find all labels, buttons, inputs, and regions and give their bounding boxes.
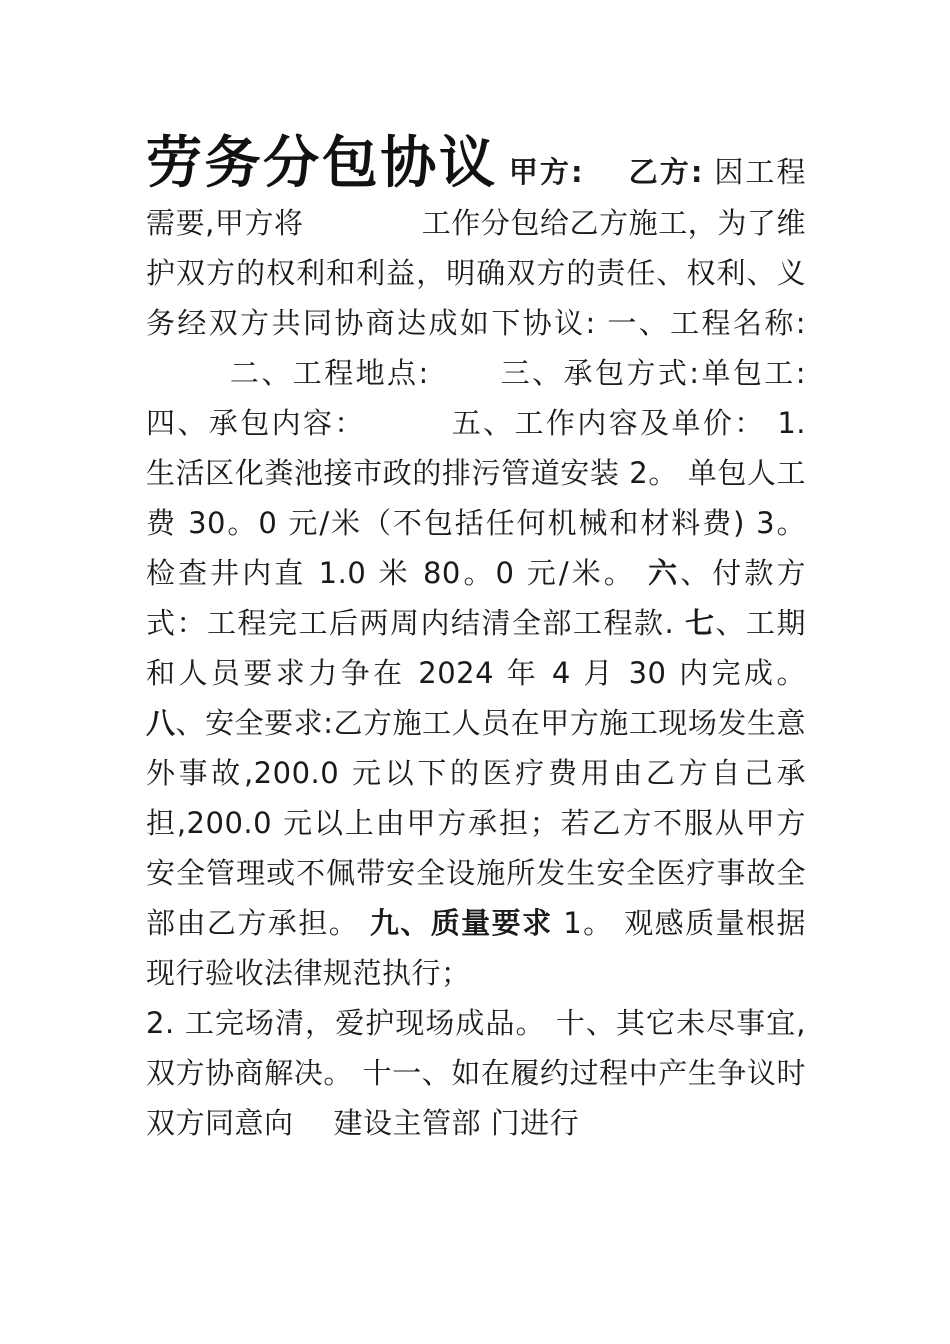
section-3-4-contract: 三、承包方式:单包工: 四、承包内容： [146, 356, 806, 440]
document-title: 劳务分包协议 [146, 130, 498, 196]
section-9-quality: 1。 观感质量根据现行验收法律规范执行； [146, 906, 806, 990]
section-8-heading: 八 [146, 706, 176, 740]
section-2-location: 二、工程地点: [228, 356, 429, 390]
intro-text-1: 因工程需要,甲方将 [146, 155, 806, 240]
section-8-safety: 、安全要求:乙方施工人员在甲方施工现场发生意外事故,200.0 元以下的医疗费用由乙方自己承担,200.0 元以上由甲方承担；若乙方不服从甲方安全管理或不佩带安全设施所发生安全医疗事故全部由乙方承担。 [146, 706, 806, 940]
section-7-schedule: 、工期和人员要求力争在 2024 年 4 月 30 内完成。 [146, 606, 806, 690]
section-7-heading: 七 [684, 606, 716, 640]
party-b-label: 乙方: [627, 155, 703, 189]
intro-text-2: 工作分包给乙方施工，为了维 护双方的权利和利益，明确双方的责任、权利、义务经双方共同协商达成如下协议: 一、工程名称: [146, 206, 806, 340]
section-9-heading: 九、质量要求 [369, 906, 553, 940]
section-6-heading: 六 [648, 556, 681, 590]
section-9-item-2: 2. 工完场清，爱护现场成品。 十、其它未尽事宜,双方协商解决。 十一、如在履约过程中产生争议时双方同意向 [146, 1006, 806, 1140]
party-a-label: 甲方: [508, 155, 584, 189]
section-11-tail: 建设主管部 门进行 [333, 1106, 580, 1140]
agreement-body [146, 128, 806, 1148]
section-5-work-content: 五、工作内容及单价： 1. 生活区化粪池接市政的排污管道安装 2。 单包人工费 30。0 元/米（不包括任何机械和材料费) 3。 检查井内直 1.0 米 80。0 元/米。 [146, 406, 806, 590]
section-6-payment: 、付款方式：工程完工后两周内结清全部工程款. [146, 556, 806, 640]
